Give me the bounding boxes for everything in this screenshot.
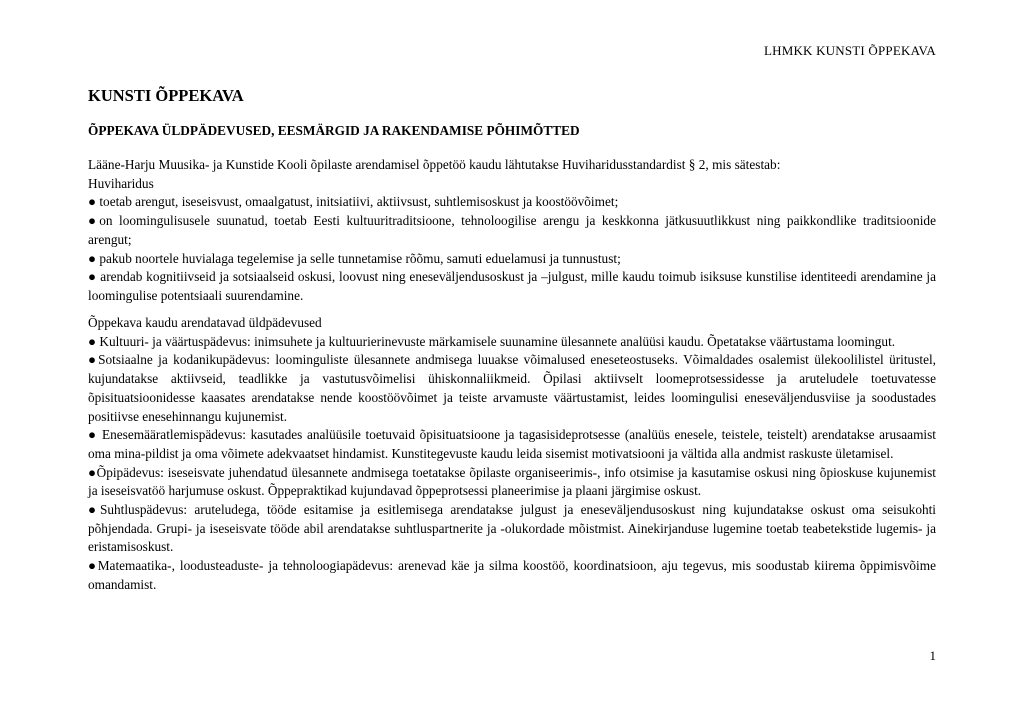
competence-bullet: ●Suhtluspädevus: aruteludega, tööde esitamise ja esitlemisega arendatakse julgust ja eneseväljendusoskust ning kujundatakse oskust oma seisukohti põhjendada. Grupi- ja iseseisvate tööde abil arendatakse suhtluspartnerite ja -olukordade mõistmist. Ainekirjanduse lugemine toetab teabetekstide lugemis- ja eristamisoskust. [88, 502, 936, 555]
intro-bullet: ● arendab kognitiivseid ja sotsiaalseid oskusi, loovust ning eneseväljendusoskust ja –julgust, mille kaudu toimub isiksuse kunstilise identiteedi arendamine ja loomingulise potentsiaali suurendamine. [88, 269, 936, 303]
page-number: 1 [929, 648, 936, 663]
intro-line: Lääne-Harju Muusika- ja Kunstide Kooli õpilaste arendamisel õppetöö kaudu lähtutakse Huviharidusstandardist § 2, mis sätestab: [88, 157, 781, 172]
intro-bullet: ● pakub noortele huvialaga tegelemise ja selle tunnetamise rõõmu, samuti eduelamusi ja tunnustust; [88, 250, 621, 266]
competences-section [88, 314, 936, 595]
competence-bullet: ●Õpipädevus: iseseisvate juhendatud ülesannete andmisega toetatakse õpilaste organiseerimis-, info otsimise ja kasutamise oskusi ning õpioskuse kujunemist ja iseseisvatöö harjumuse oskust. Õppepraktikad kujundavad õppeprotsessi planeerimise ja plaani järgimise oskust. [88, 464, 936, 499]
section-subtitle: ÕPPEKAVA ÜLDPÄDEVUSED, EESMÄRGID JA RAKENDAMISE PÕHIMÕTTED [88, 123, 580, 138]
competence-bullet: ●Sotsiaalne ja kodanikupädevus: loominguliste ülesannete andmisega luuakse võimalused eneseteostuseks. Võimaldades osalemist ülekoolilistel üritustel, kujundatakse aktiivseid, teadlikke ja vastutusvõimelisi ühiskonnaliikmeid. Õpilasi aktiivselt loomeprotsessidesse ja aruteludele toetuvatesse õpisituatsioonidesse kaasates arendatakse nende koostöövõimet ja teiste arvamuste väärtustamist, leides loomingulisi eneseväljendusviise ja soodustades positiivse enesehinnangu kujunemist. [88, 352, 936, 424]
competence-bullet: ●Matemaatika-, loodusteaduste- ja tehnoloogiapädevus: arenevad käe ja silma koostöö, koordinatsioon, aju tegevus, mis soodustab kiirema õppimisvõime omandamist. [88, 558, 936, 592]
intro-bullet: ●on loomingulisusele suunatud, toetab Eesti kultuuritraditsioone, tehnoloogilise arengu ja keskkonna jätkusuutlikkust ning paikkondlike traditsioonide arengut; [88, 213, 936, 247]
intro-bullet: ● toetab arengut, iseseisvust, omaalgatust, initsiatiivi, aktiivsust, suhtlemisoskust ja koostöövõimet; [88, 194, 619, 210]
competence-bullet: ● Enesemääratlemispädevus: kasutades analüüsile toetuvaid õpisituatsioone ja tagasisideprotsesse (analüüs enesele, teistele, teistelt) arendatakse arusaamist oma mina-pildist ja oma võimete adekvaatset hindamist. Kunstitegevuste kaudu leida sisemist motivatsiooni ja vältida alla andmist raskuste ületamisel. [88, 427, 936, 461]
intro-line: Huviharidus [88, 175, 154, 191]
competence-bullet: ● Kultuuri- ja väärtuspädevus: inimsuhete ja kultuurierinevuste märkamisele suunamine ülesannete analüüsi kaudu. Õpetatakse väärtustama loomingut. [88, 333, 896, 349]
page-title: KUNSTI ÕPPEKAVA [88, 86, 244, 105]
running-header: LHMKK KUNSTI ÕPPEKAVA [763, 43, 936, 58]
competences-heading: Õppekava kaudu arendatavad üldpädevused [88, 315, 322, 330]
intro-section [88, 156, 936, 306]
